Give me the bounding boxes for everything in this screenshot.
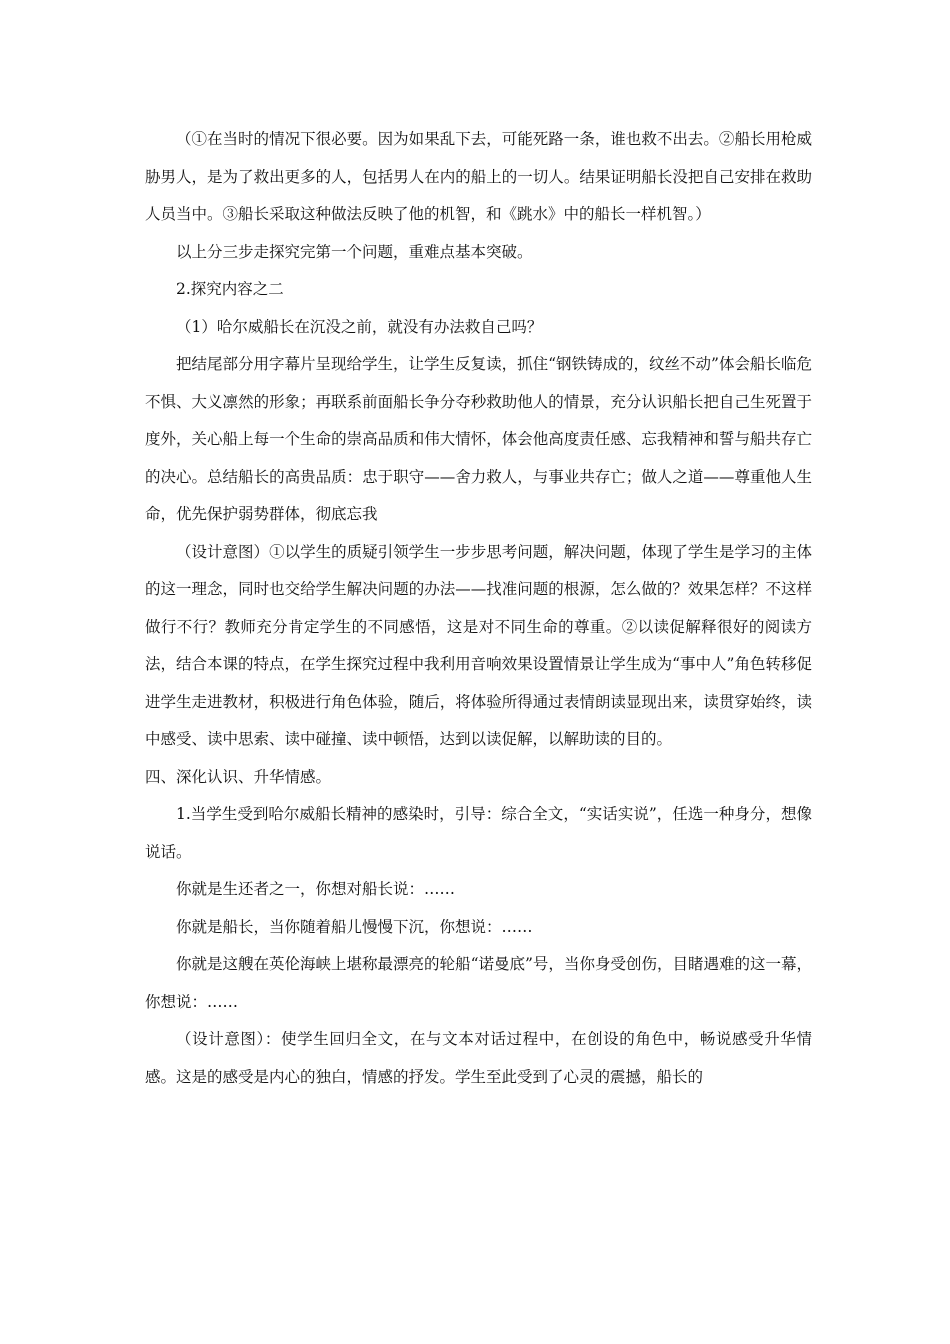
paragraph-design-intent-1: （设计意图）①以学生的质疑引领学生一步步思考问题，解决问题，体现了学生是学习的主体的这一理念，同时也交给学生解决问题的办法——找准问题的根源，怎么做的？效果怎样？不这样做行不行？教师充分肯定学生的不同感悟，这是对不同生命的尊重。②以读促解释很好的阅读方法，结合本课的特点，在学生探究过程中我利用音响效果设置情景让学生成为“事中人”角色转移促进学生走进教材，积极进行角色体验，随后，将体验所得通过表情朗读显现出来，读贯穿始终，读中感受、读中思索、读中碰撞、读中顿悟，达到以读促解，以解助读的目的。 (145, 542, 812, 748)
paragraph-question-1: （1）哈尔威船长在沉没之前，就没有办法救自己吗？ (176, 317, 543, 336)
section-4-heading: 四、深化认识、升华情感。 (145, 767, 332, 786)
paragraph-survivor-prompt: 你就是生还者之一，你想对船长说：…… (176, 880, 456, 898)
paragraph-captain-prompt: 你就是船长，当你随着船儿慢慢下沉，你想说：…… (176, 917, 533, 936)
paragraph-speaking-task: 1.当学生受到哈尔威船长精神的感染时，引导：综合全文，“实话实说”，任选一种身分，想像说话。 (145, 805, 812, 861)
document-body (145, 121, 812, 1096)
paragraph-section-2-heading: 2.探究内容之二 (176, 280, 284, 298)
paragraph-captain-gun-analysis: （①在当时的情况下很必要。因为如果乱下去，可能死路一条，谁也救不出去。②船长用枪威胁男人，是为了救出更多的人，包括男人在内的船上的一切人。结果证明船长没把自己安排在救助人员当中。③船长采取这种做法反映了他的机智，和《跳水》中的船长一样机智。） (145, 130, 812, 223)
paragraph-ship-prompt: 你就是这艘在英伦海峡上堪称最漂亮的轮船“诺曼底”号，当你身受创伤，目睹遇难的这一幕，你想说：…… (145, 955, 812, 1011)
paragraph-ending-reading: 把结尾部分用字幕片呈现给学生，让学生反复读，抓住“钢铁铸成的，纹丝不动”体会船长临危不惧、大义凛然的形象；再联系前面船长争分夺秒救助他人的情景，充分认识船长把自己生死置于度外，关心船上每一个生命的崇高品质和伟大情怀，体会他高度责任感、忘我精神和誓与船共存亡的决心。总结船长的高贵品质：忠于职守——舍力救人，与事业共存亡；做人之道——尊重他人生命，优先保护弱势群体，彻底忘我 (145, 355, 812, 523)
paragraph-first-question-summary: 以上分三步走探究完第一个问题，重难点基本突破。 (176, 242, 533, 261)
paragraph-design-intent-2: （设计意图）：使学生回归全文，在与文本对话过程中，在创设的角色中，畅说感受升华情感。这是的感受是内心的独白，情感的抒发。学生至此受到了心灵的震撼，船长的 (145, 1030, 812, 1086)
